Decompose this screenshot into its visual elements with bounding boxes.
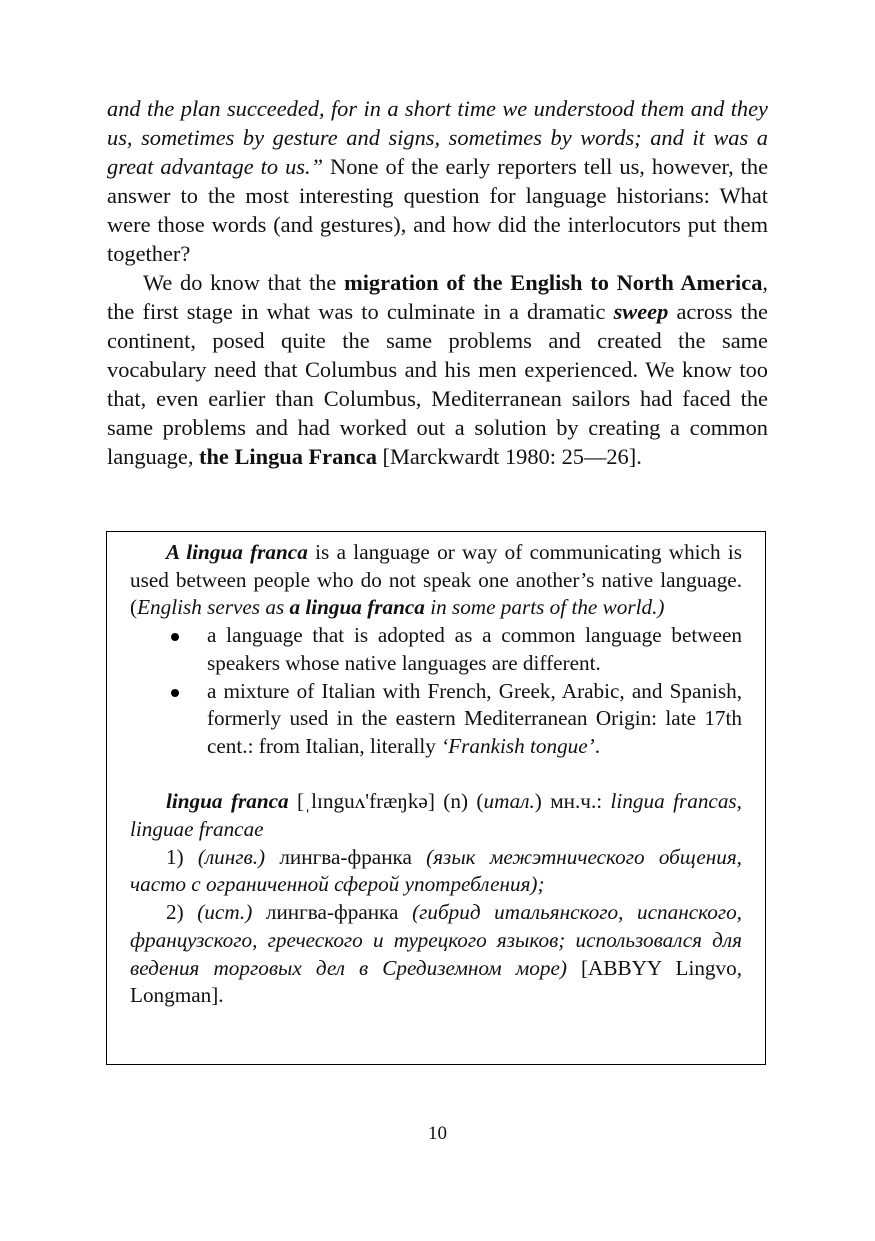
plural-forms: lingua francas, linguae francae <box>130 789 742 842</box>
paragraph-migration <box>107 268 768 471</box>
definition-paragraph <box>130 539 742 622</box>
bullet-icon <box>171 689 179 697</box>
paragraph-text: None of the early reporters tell us, however, the answer to the most interesting question for language historians: What were those words (and gestures), and how did the interlocutors put them together? <box>107 154 769 266</box>
text-run: . <box>594 733 601 758</box>
bold-italic-term: sweep <box>613 299 669 324</box>
text-run: We do know that the <box>143 270 345 295</box>
citation: [Marckwardt 1980: 25—26]. <box>376 444 642 469</box>
definition-list <box>130 622 742 761</box>
page-number: 10 <box>428 1123 447 1144</box>
sense-2 <box>130 899 742 1010</box>
bold-phrase: migration of the English to North America <box>344 270 763 295</box>
list-item <box>207 678 742 761</box>
example-italic: in some parts of the world.) <box>424 595 665 620</box>
language-label: итал. <box>483 789 535 814</box>
text-run: is a language or way of communicating which is used between people who do not speak one another’s native language. ( <box>130 540 742 620</box>
paragraph-quote-continuation <box>107 94 768 268</box>
sense-number: 2) <box>166 900 198 925</box>
example-term: a lingua franca <box>289 595 425 620</box>
main-text <box>107 94 768 471</box>
bold-phrase: the Lingua Franca <box>199 444 377 469</box>
translation: лингва-франка <box>252 900 413 925</box>
bullet-icon <box>171 633 179 641</box>
dictionary-entry <box>130 788 742 843</box>
list-item-text: a mixture of Italian with French, Greek, Arabic, and Spanish, formerly used in the eastern Mediterranean Origin: late 17th cent.: from Italian, literally <box>207 678 742 758</box>
gloss: (язык межэтнического общения, часто с ограниченной сферой употребления); <box>130 844 742 897</box>
list-item-italic: ‘Frankish tongue’ <box>441 733 595 758</box>
definition-box <box>106 531 766 1065</box>
translation: лингва-франка <box>265 844 427 869</box>
source-citation: [ABBYY Lingvo, Longman]. <box>130 955 743 1008</box>
gloss: (гибрид итальянского, испанского, французского, греческого и турецкого языков; использовался для ведения торговых дел в Средиземном море) <box>130 900 742 980</box>
sense-1 <box>130 844 742 899</box>
quote-italic: and the plan succeeded, for in a short time we understood them and they us, sometimes by gesture and signs, sometimes by words; and it was a great advantage to us.” <box>107 96 768 179</box>
defined-term: A lingua franca <box>166 540 308 564</box>
example-italic: English serves as <box>137 595 290 620</box>
sense-label: (лингв.) <box>197 844 266 869</box>
plural-label: ) мн.ч.: <box>534 789 611 814</box>
sense-number: 1) <box>166 844 198 869</box>
list-item <box>207 622 742 677</box>
headword: lingua franca <box>166 789 289 814</box>
text-run: across the continent, posed quite the same problems and created the same vocabulary need that Columbus and his men experienced. We know too that, even earlier than Columbus, Mediterranean sailors had faced the same problems and had worked out a solution by creating a common language, <box>107 299 768 469</box>
text-run: , the first stage in what was to culminate in a dramatic <box>107 270 769 324</box>
transcription: [ˌlɪnguʌ'fræŋkə] (n) ( <box>288 789 484 814</box>
sense-label: (ист.) <box>197 900 253 925</box>
spacer <box>130 761 742 789</box>
list-item-text: a language that is adopted as a common language between speakers whose native languages are different. <box>207 623 742 675</box>
